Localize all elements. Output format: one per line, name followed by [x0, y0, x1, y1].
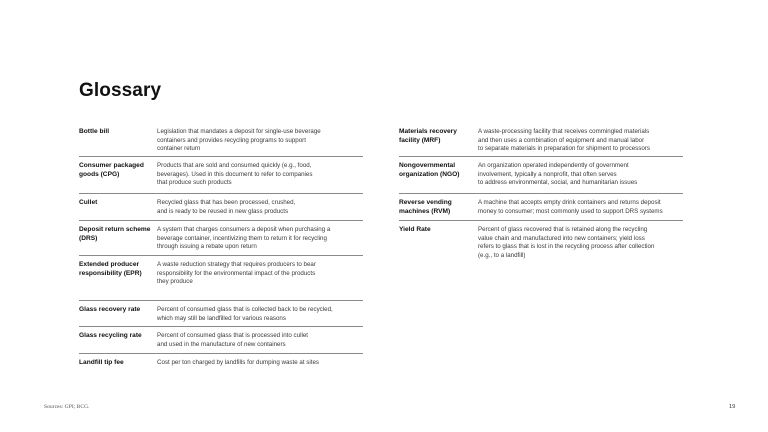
glossary-term: Extended producer responsibility (EPR) [79, 261, 142, 277]
glossary-definition: Products that are sold and consumed quickly (e.g., food, beverages). Used in this document to refer to companies that produce such products [157, 162, 313, 187]
glossary-entry [399, 194, 683, 221]
glossary-left-column [79, 123, 363, 376]
source-note: Sources: GPI; BCG. [44, 404, 90, 410]
glossary-entry [399, 221, 683, 265]
glossary-entry [79, 256, 363, 301]
glossary-term: Reverse vending machines (RVM) [399, 199, 452, 215]
glossary-term: Deposit return scheme (DRS) [79, 226, 151, 242]
glossary-definition: A waste-processing facility that receives commingled materials and then uses a combination of equipment and manual labor to separate materials in preparation for shipment to processors [478, 128, 650, 153]
glossary-entry [399, 157, 683, 194]
glossary-entry [79, 301, 363, 327]
glossary-entry [79, 157, 363, 194]
glossary-definition: A machine that accepts empty drink containers and returns deposit money to consumer; most commonly used to support DRS systems [478, 199, 663, 215]
page-title: Glossary [79, 80, 162, 101]
glossary-term: Glass recycling rate [79, 332, 142, 339]
glossary-definition: Percent of consumed glass that is processed into cullet and used in the manufacture of new containers [157, 332, 308, 348]
glossary-term: Yield Rate [399, 226, 431, 233]
glossary-entry [399, 123, 683, 157]
glossary-term: Landfill tip fee [79, 359, 124, 366]
glossary-term: Glass recovery rate [79, 306, 141, 313]
glossary-entry [79, 194, 363, 221]
glossary-definition: A waste reduction strategy that requires producers to bear responsibility for the environmental impact of the products they produce [157, 261, 316, 286]
glossary-definition: Cost per ton charged by landfills for dumping waste at sites [157, 359, 319, 366]
glossary-definition: An organization operated independently of government involvement, typically a nonprofit, that often serves to address environmental, social, and humanitarian issues [478, 162, 638, 187]
glossary-entry [79, 221, 363, 256]
glossary-entry [79, 327, 363, 354]
glossary-definition: Legislation that mandates a deposit for single-use beverage containers and provides recycling programs to support container return [157, 128, 321, 153]
glossary-definition: Percent of consumed glass that is collected back to be recycled, which may still be landfilled for various reasons [157, 306, 333, 322]
glossary-right-column [399, 123, 683, 265]
glossary-term: Nongovernmental organization (NGO) [399, 162, 460, 178]
glossary-entry [79, 354, 363, 376]
page-number: 19 [729, 404, 736, 410]
glossary-term: Cullet [79, 199, 98, 206]
glossary-definition: Recycled glass that has been processed, crushed, and is ready to be reused in new glass products [157, 199, 296, 215]
glossary-definition: A system that charges consumers a deposit when purchasing a beverage container, incentivizing them to return it for recycling through issuing a rebate upon return [157, 226, 331, 251]
glossary-term: Bottle bill [79, 128, 110, 135]
glossary-term: Materials recovery facility (MRF) [399, 128, 457, 144]
glossary-definition: Percent of glass recovered that is retained along the recycling value chain and manufactured into new containers; yield loss refers to glass that is lost in the recycling process after collection (e.g., to a landfill) [478, 226, 655, 259]
glossary-term: Consumer packaged goods (CPG) [79, 162, 144, 178]
glossary-entry [79, 123, 363, 157]
